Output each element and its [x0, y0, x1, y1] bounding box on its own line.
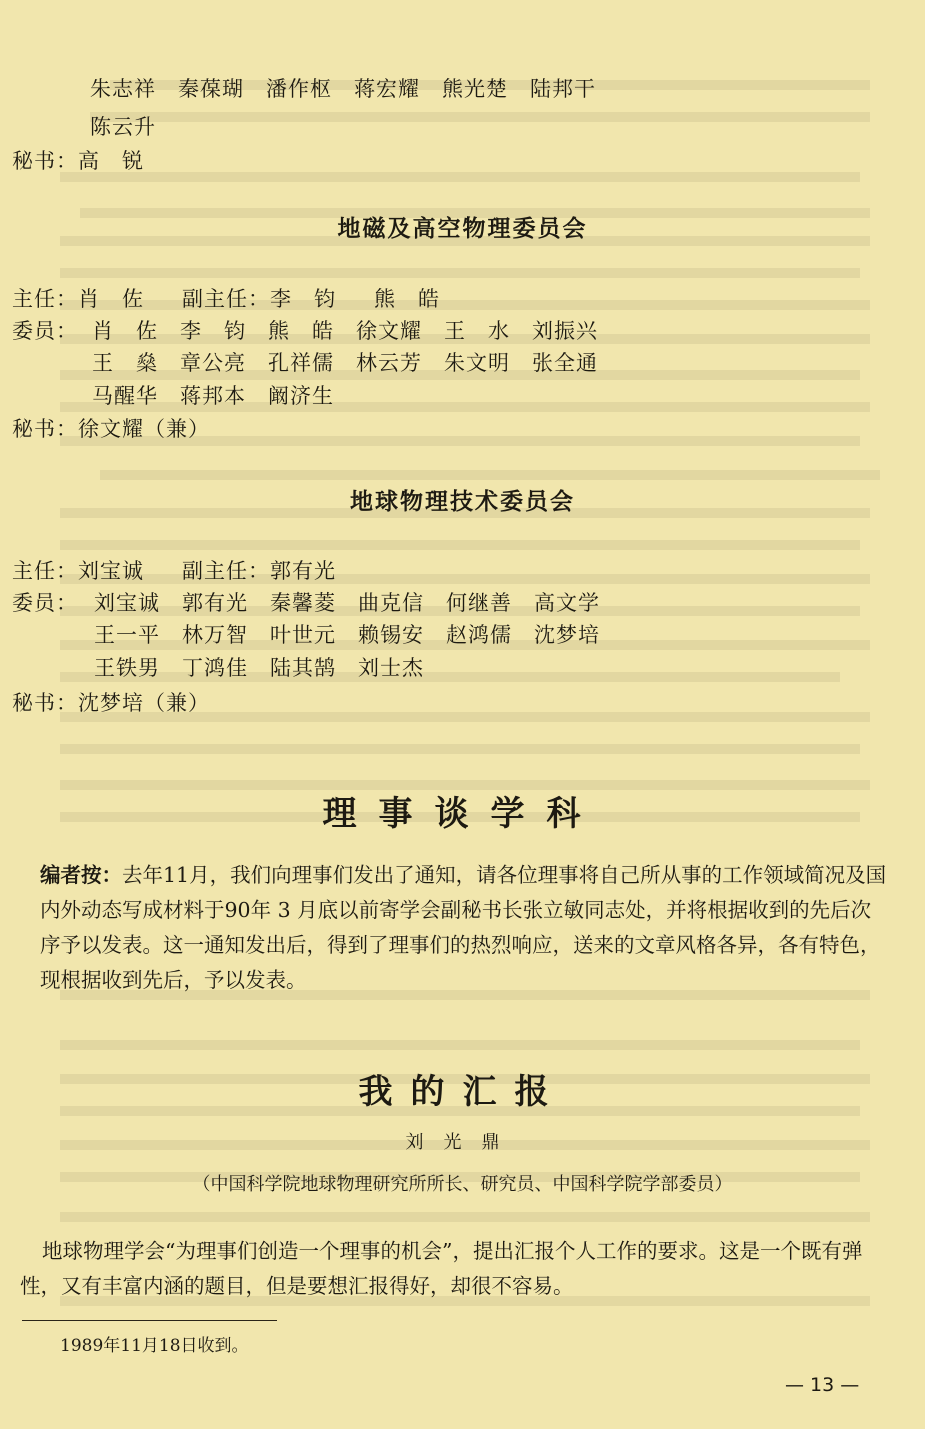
geomag-members-line3 — [92, 381, 356, 411]
prev-committee-secretary — [12, 146, 144, 176]
member-name: 蒋宏耀 — [354, 77, 420, 101]
section-title: 理事谈学科 — [322, 794, 603, 834]
secretary-name: 沈梦培（兼） — [78, 691, 210, 715]
member-name: 张全通 — [532, 351, 598, 375]
deputy-name: 李 钧 — [270, 287, 336, 311]
geotech-committee-title: 地球物理技术委员会 — [350, 488, 575, 515]
article-affiliation: （中国科学院地球物理研究所所长、研究员、中国科学院学部委员） — [192, 1174, 733, 1195]
director-label: 主任： — [12, 287, 78, 311]
geotech-secretary — [12, 688, 210, 718]
member-name: 丁鸿佳 — [182, 656, 248, 680]
member-name: 王铁男 — [94, 656, 160, 680]
member-name: 熊 皓 — [268, 319, 334, 343]
editor-note-text: 去年11月，我们向理事们发出了通知，请各位理事将自己所从事的工作领域简况及国内外动态写成材料于90年 3 月底以前寄学会副秘书长张立敏同志处，并将根据收到的先后次序予以发表。这一通知发出后，得到了理事们的热烈响应，送来的文章风格各异，各有特色，现根据收到先后，予以发表。 — [40, 863, 887, 992]
secretary-label: 秘书： — [12, 149, 78, 173]
member-name: 阚济生 — [268, 384, 334, 408]
member-name: 陆邦干 — [530, 77, 596, 101]
member-name: 孔祥儒 — [268, 351, 334, 375]
editor-note-label: 编者按： — [40, 863, 122, 887]
article-title: 我的汇报 — [358, 1072, 567, 1112]
geomag-members-line1 — [92, 316, 620, 346]
member-name: 陆其鹄 — [270, 656, 336, 680]
member-name: 林云芳 — [356, 351, 422, 375]
member-name: 王 燊 — [92, 351, 158, 375]
member-name: 叶世元 — [270, 623, 336, 647]
member-name: 秦葆瑚 — [178, 77, 244, 101]
geomag-committee-title: 地磁及高空物理委员会 — [337, 215, 588, 242]
member-name: 朱志祥 — [90, 77, 156, 101]
member-name: 沈梦培 — [534, 623, 600, 647]
director-label: 主任： — [12, 559, 78, 583]
page-number: — 13 — — [785, 1374, 860, 1396]
geotech-members-line2 — [94, 620, 622, 650]
member-name: 章公亮 — [180, 351, 246, 375]
member-name: 何继善 — [446, 591, 512, 615]
member-name: 熊光楚 — [442, 77, 508, 101]
member-name: 秦馨菱 — [270, 591, 336, 615]
member-name: 曲克信 — [358, 591, 424, 615]
member-name: 陈云升 — [90, 115, 156, 139]
member-name: 林万智 — [182, 623, 248, 647]
member-name: 郭有光 — [182, 591, 248, 615]
member-name: 王一平 — [94, 623, 160, 647]
secretary-label: 秘书： — [12, 417, 78, 441]
member-name: 赵鸿儒 — [446, 623, 512, 647]
deputy-name: 熊 皓 — [374, 287, 440, 311]
director-name: 肖 佐 — [78, 287, 144, 311]
member-name: 肖 佐 — [92, 319, 158, 343]
secretary-name: 高 锐 — [78, 149, 144, 173]
member-name: 马醒华 — [92, 384, 158, 408]
article-intro: 地球物理学会“为理事们创造一个理事的机会”，提出汇报个人工作的要求。这是一个既有弹性，又有丰富内涵的题目，但是要想汇报得好，却很不容易。 — [20, 1239, 863, 1298]
member-name: 王 水 — [444, 319, 510, 343]
member-name: 蒋邦本 — [180, 384, 246, 408]
geomag-secretary — [12, 414, 210, 444]
prev-committee-members-line2 — [90, 112, 178, 142]
geomag-director-line — [12, 284, 440, 314]
member-name: 刘士杰 — [358, 656, 424, 680]
member-name: 朱文明 — [444, 351, 510, 375]
geotech-members-label: 委员： — [12, 591, 78, 615]
member-name: 徐文耀 — [356, 319, 422, 343]
geotech-director-line — [12, 556, 336, 586]
member-name: 李 钧 — [180, 319, 246, 343]
member-name: 潘作枢 — [266, 77, 332, 101]
director-name: 刘宝诚 — [78, 559, 144, 583]
article-author: 刘光鼎 — [405, 1132, 520, 1153]
geomag-members-line2 — [92, 348, 620, 378]
geomag-members-label: 委员： — [12, 319, 78, 343]
footnote: 1989年11月18日收到。 — [60, 1336, 249, 1356]
deputy-label: 副主任： — [182, 559, 270, 583]
member-name: 刘宝诚 — [94, 591, 160, 615]
member-name: 赖锡安 — [358, 623, 424, 647]
editor-note — [40, 858, 888, 998]
geotech-members-line1 — [94, 588, 622, 618]
member-name: 高文学 — [534, 591, 600, 615]
prev-committee-members-line1 — [90, 74, 618, 104]
footnote-divider — [22, 1320, 277, 1321]
secretary-name: 徐文耀（兼） — [78, 417, 210, 441]
geotech-members-line3 — [94, 653, 446, 683]
secretary-label: 秘书： — [12, 691, 78, 715]
deputy-name: 郭有光 — [270, 559, 336, 583]
member-name: 刘振兴 — [532, 319, 598, 343]
deputy-label: 副主任： — [182, 287, 270, 311]
